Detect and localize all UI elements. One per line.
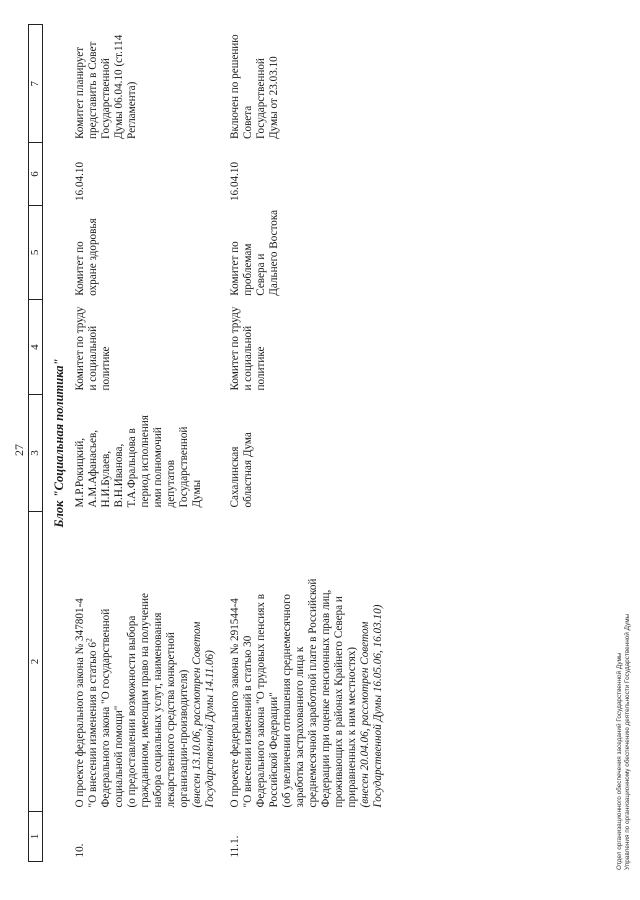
bill-authors: М.Р.Рокицкий, А.М.Афанасьев, Н.И.Булаев, В.Н.Иванова, Т.А.Фральцова в период исполнения ими полномочий депутатов Государственной Думы xyxy=(74,415,203,508)
description-line: лекарственного средства конкретной xyxy=(165,632,177,808)
co-committee: Комитет по охране здоровья xyxy=(74,218,99,296)
agenda-table xyxy=(28,24,395,862)
planned-date: 16.04.10 xyxy=(229,161,241,202)
footer-line: Управления по организационному обеспечению деятельности Государственной Думы xyxy=(624,613,631,870)
bill-description xyxy=(72,511,227,811)
lead-committee: Комитет по труду и социальной политике xyxy=(229,306,267,391)
description-line: проживающих в районах Крайнего Севера и xyxy=(333,596,345,808)
description-line: Федерации при оценке пенсионных прав лиц, xyxy=(320,589,332,808)
column-header-row xyxy=(29,25,43,862)
description-line: Российской Федерации" xyxy=(268,692,280,808)
description-line: гражданином, имеющим право на получение xyxy=(139,593,151,808)
bill-description xyxy=(227,511,395,811)
description-line: организации-производителя) xyxy=(178,669,190,808)
description-line: (о предоставлении возможности выбора xyxy=(126,615,138,808)
page-footer xyxy=(616,614,632,870)
column-header-4: 4 xyxy=(29,300,43,395)
description-line: О проекте федерального закона № 291544-4 xyxy=(229,598,241,808)
column-header-5: 5 xyxy=(29,205,43,300)
submission-note: Государственной Думы 16.05.06, 16.03.10) xyxy=(372,604,384,808)
submission-note: Государственной Думы 14.11.06) xyxy=(204,650,216,808)
table-row xyxy=(227,25,395,862)
block-title-row xyxy=(43,25,73,862)
lead-committee: Комитет по труду и социальной политике xyxy=(74,306,112,391)
column-header-1: 1 xyxy=(29,812,43,862)
description-line: приравненных к ним местностях) xyxy=(346,646,358,808)
row-number: 10. xyxy=(74,843,86,858)
column-header-6: 6 xyxy=(29,143,43,205)
description-line: Федерального закона "О трудовых пенсиях в xyxy=(255,593,267,808)
co-committee: Комитет по проблемам Севера и Дальнего Востока xyxy=(229,209,280,296)
column-header-2: 2 xyxy=(29,511,43,811)
bill-authors: Сахалинская областная Дума xyxy=(229,432,254,508)
planned-date: 16.04.10 xyxy=(74,161,86,202)
description-line xyxy=(84,515,100,808)
submission-note: (внесен 13.10.06, рассмотрен Советом xyxy=(191,621,203,808)
page-number: 27 xyxy=(12,444,26,456)
column-header-7: 7 xyxy=(29,25,43,143)
table-row xyxy=(72,25,227,862)
description-line: социальной помощи" xyxy=(113,705,125,808)
description-text: "О внесении изменения в статью 6 xyxy=(87,642,99,808)
description-line: О проекте федерального закона № 347801-4 xyxy=(74,598,86,808)
description-line: заработка застрахованного лица к xyxy=(294,646,306,808)
footer-line: Отдел организационного обеспечения заседаний Государственной Думы xyxy=(616,652,623,870)
status-note: Включен по решению Совета Государственной Думы от 23.03.10 xyxy=(229,34,280,139)
description-line: среднемесячной заработной плате в Российской xyxy=(307,578,319,808)
description-line: Федерального закона "О государственной xyxy=(100,608,112,808)
column-header-3: 3 xyxy=(29,395,43,512)
description-line: "О внесении изменений в статью 30 xyxy=(242,635,254,808)
description-line: (об увеличении отношения среднемесячного xyxy=(281,594,293,808)
description-line: набора социальных услут, наименования xyxy=(152,612,164,808)
submission-note: (внесен 20.04.06, рассмотрен Советом xyxy=(359,621,371,808)
superscript-index: 2 xyxy=(84,638,94,643)
row-number: 11.1. xyxy=(229,835,241,858)
block-title: Блок "Социальная политика" xyxy=(52,358,66,528)
status-note: Комитет планирует представить в Совет Государственной Думы 06.04.10 (ст.114 Регламента) xyxy=(74,34,138,139)
